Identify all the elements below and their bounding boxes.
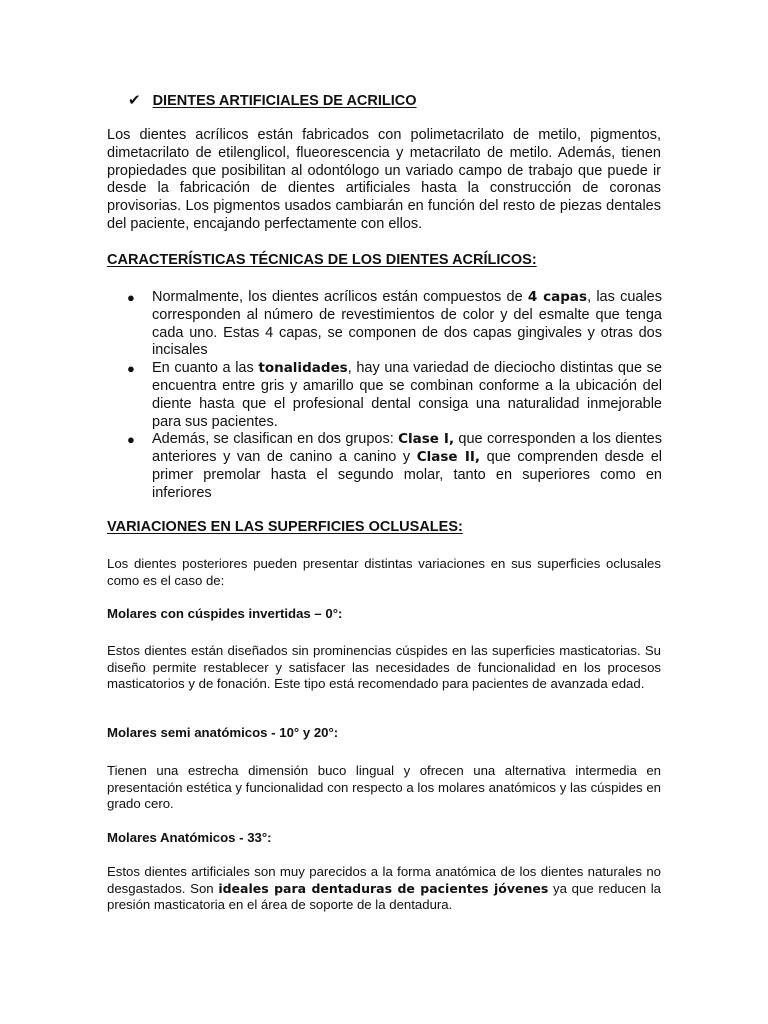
list-item-text: , las cuales corresponden al número de revestimientos de color y del esmalte que tenga cada uno. Estas 4 capas, se componen de dos capas gingivales y otras dos incisales bbox=[152, 289, 662, 359]
list-item-text: En cuanto a las bbox=[152, 360, 259, 377]
variations-heading: VARIACIONES EN LAS SUPERFICIES OCLUSALES: bbox=[107, 519, 463, 535]
list-item-text: Además, se clasifican en dos grupos: bbox=[152, 431, 399, 448]
list-item bbox=[107, 289, 662, 360]
subsection-title: Molares con cúspides invertidas – 0°: bbox=[107, 606, 343, 621]
list-item-text: Normalmente, los dientes acrílicos están compuestos de bbox=[152, 289, 528, 305]
list-item-bold: 4 capas bbox=[527, 289, 588, 305]
title-text: DIENTES ARTIFICIALES DE ACRILICO bbox=[152, 93, 417, 109]
list-item bbox=[107, 360, 662, 431]
list-item-bold: Clase II, bbox=[416, 449, 481, 466]
list-item-text: , hay una variedad de dieciocho distintas que se encuentra entre gris y amarillo que se combinan conforme a la ubicación del diente hasta que el profesional dental consiga una naturalidad inmejorable para sus pacientes. bbox=[152, 360, 662, 430]
subsection-text: Tienen una estrecha dimensión buco lingual y ofrecen una alternativa intermedia en presentación estética y funcionalidad con respecto a los molares anatómicos y las cúspides en grado cero. bbox=[107, 763, 661, 812]
list-item-bold: Clase I, bbox=[398, 431, 455, 448]
bullet-icon: ● bbox=[127, 361, 135, 377]
checkmark-icon: ✔ bbox=[128, 92, 141, 109]
subsection-text: Estos dientes están diseñados sin prominencias cúspides en las superficies masticatorias. Su diseño permite restablecer y satisfacer las necesidades de funcionalidad en los procesos masticatorios y de fonación. Este tipo está recomendado para pacientes de avanzada edad. bbox=[107, 643, 661, 692]
characteristics-heading: CARACTERÍSTICAS TÉCNICAS DE LOS DIENTES ACRÍLICOS: bbox=[107, 252, 537, 268]
subsection-text-bold: ideales para dentaduras de pacientes jóvenes bbox=[218, 880, 549, 896]
intro-paragraph: Los dientes acrílicos están fabricados con polimetacrilato de metilo, pigmentos, dimetacrilato de etilenglicol, flueorescencia y metacrilato de metilo. Además, tienen propiedades que posibilitan al odontólogo un variado campo de trabajo que puede ir desde la fabricación de dientes artificiales hasta la construcción de coronas provisorias. Los pigmentos usados cambiarán en función del resto de piezas dentales del paciente, encajando perfectamente con ellos. bbox=[107, 127, 661, 232]
bullet-icon: ● bbox=[127, 290, 135, 305]
characteristics-list bbox=[107, 289, 662, 503]
list-item-text: que comprenden desde el primer premolar hasta el segundo molar, tanto en superiores como en inferiores bbox=[152, 449, 662, 501]
subsection-title: Molares semi anatómicos - 10° y 20°: bbox=[107, 725, 339, 740]
subsection-text-part: ya que reducen la presión masticatoria en el área de soporte de la dentadura. bbox=[107, 880, 661, 913]
variations-intro: Los dientes posteriores pueden presentar distintas variaciones en sus superficies oclusales como es el caso de: bbox=[107, 556, 661, 588]
subsection-text-part: Estos dientes artificiales son muy parecidos a la forma anatómica de los dientes naturales no desgastados. Son bbox=[107, 864, 661, 896]
list-item bbox=[107, 431, 662, 502]
subsection-title: Molares Anatómicos - 33°: bbox=[107, 830, 272, 845]
bullet-icon: ● bbox=[127, 432, 135, 448]
list-item-bold: tonalidades bbox=[258, 360, 348, 377]
subsection-text bbox=[107, 864, 661, 914]
document-title bbox=[128, 91, 417, 109]
list-item-text: que corresponden a los dientes anteriores y van de canino a canino y bbox=[152, 431, 662, 466]
